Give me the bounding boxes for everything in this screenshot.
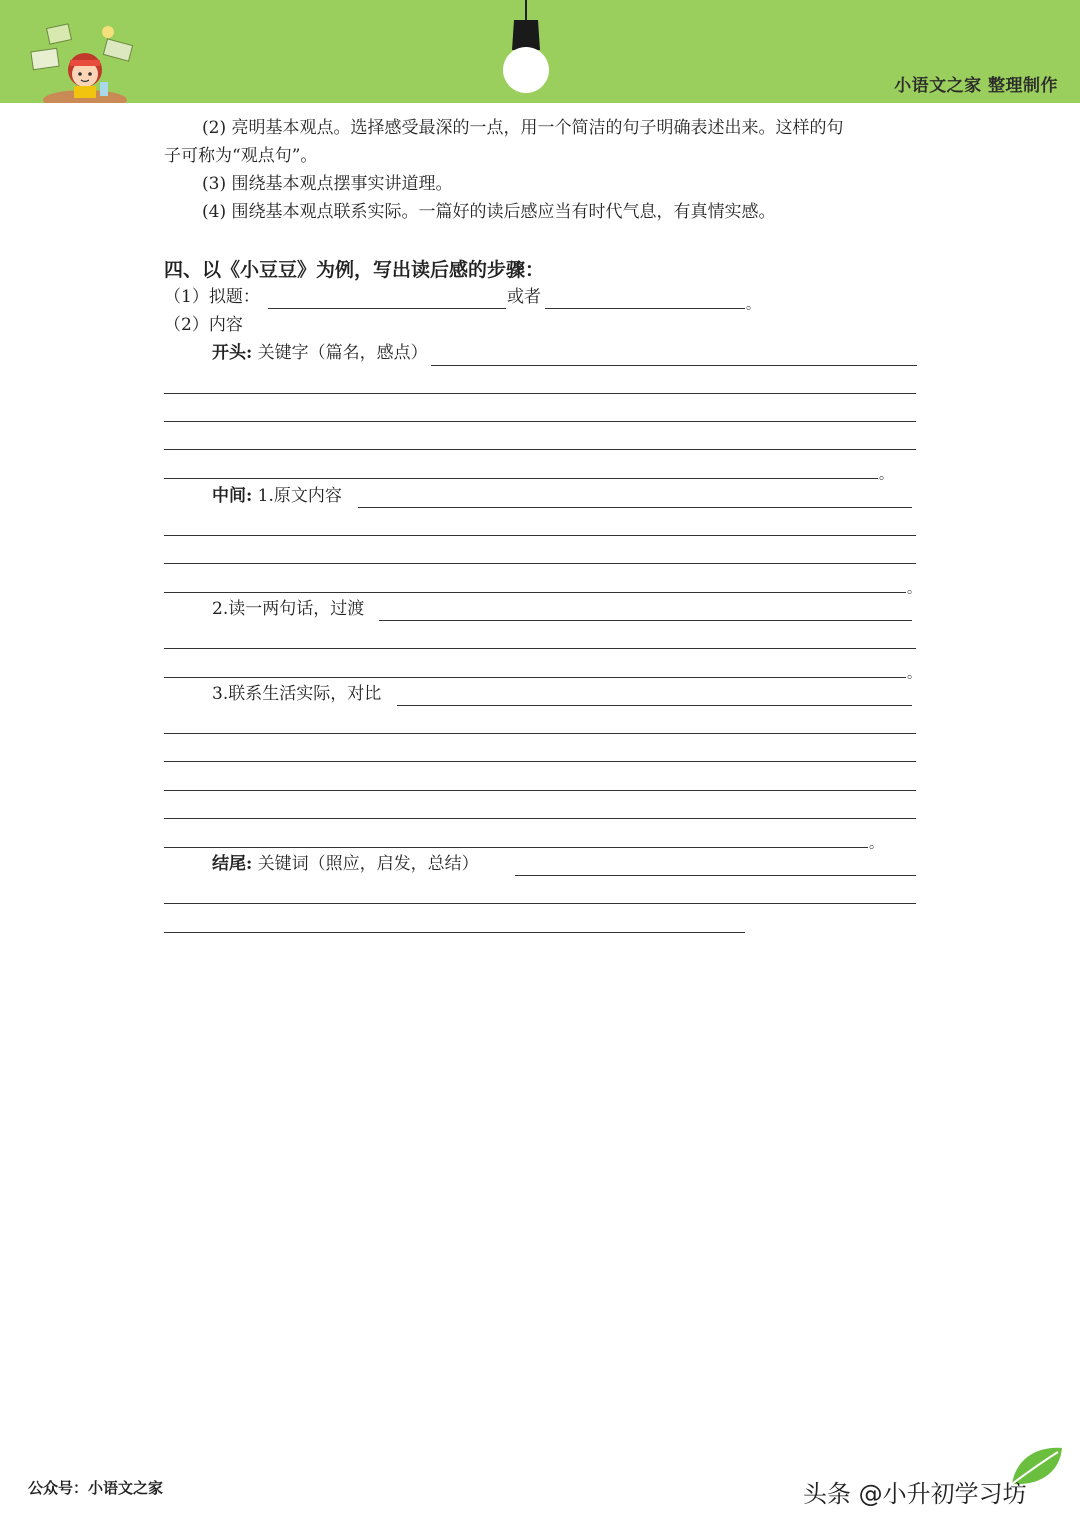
footer-watermark: 头条 @小升初学习坊 xyxy=(803,1480,1027,1508)
middle-period: 。 xyxy=(907,581,921,597)
opening-blank-line[interactable] xyxy=(431,365,917,366)
intro-item-2-line2: 子可称为“观点句”。 xyxy=(164,146,318,166)
light-bulb-icon xyxy=(496,0,556,98)
intro-item-2-line1: (2) 亮明基本观点。选择感受最深的一点，用一个简洁的句子明确表述出来。这样的句 xyxy=(202,118,844,138)
opening-label: 开头: xyxy=(212,343,253,363)
transition-blank-line[interactable] xyxy=(164,677,906,678)
opening-blank-line[interactable] xyxy=(164,478,878,479)
contrast-period: 。 xyxy=(869,836,883,852)
ending-blank-line[interactable] xyxy=(515,875,916,876)
intro-item-4: (4) 围绕基本观点联系实际。一篇好的读后感应当有时代气息，有真情实感。 xyxy=(202,202,776,222)
contrast-blank-line[interactable] xyxy=(397,705,912,706)
ending-blank-line[interactable] xyxy=(164,903,916,904)
middle-item-3: 3.联系生活实际，对比 xyxy=(212,684,382,704)
title-period: 。 xyxy=(746,297,760,313)
footer-wechat-account: 公众号：小语文之家 xyxy=(28,1479,164,1497)
girl-reading-illustration xyxy=(30,18,140,103)
ending-label: 结尾: xyxy=(212,854,253,874)
middle-item-2: 2.读一两句话，过渡 xyxy=(212,599,365,619)
header-brand-text: 小语文之家 整理制作 xyxy=(894,76,1058,96)
middle-text: 1.原文内容 xyxy=(252,486,342,506)
opening-blank-line[interactable] xyxy=(164,393,916,394)
page-header-banner xyxy=(0,0,1080,103)
title-or-text: 或者 xyxy=(507,287,541,307)
contrast-blank-line[interactable] xyxy=(164,790,916,791)
opening-period: 。 xyxy=(879,467,893,483)
opening-blank-line[interactable] xyxy=(164,449,916,450)
middle-label: 中间: xyxy=(212,486,253,506)
title-blank-2[interactable] xyxy=(545,308,745,309)
transition-period: 。 xyxy=(907,666,921,682)
content-label: （2）内容 xyxy=(164,315,243,335)
middle-blank-line[interactable] xyxy=(164,563,916,564)
section-heading: 四、以《小豆豆》为例，写出读后感的步骤： xyxy=(164,259,545,281)
transition-blank-line[interactable] xyxy=(379,620,912,621)
middle-blank-line[interactable] xyxy=(358,507,912,508)
ending-blank-line[interactable] xyxy=(164,932,745,933)
opening-blank-line[interactable] xyxy=(164,421,916,422)
title-blank-1[interactable] xyxy=(268,308,506,309)
contrast-blank-line[interactable] xyxy=(164,847,868,848)
contrast-blank-line[interactable] xyxy=(164,761,916,762)
middle-blank-line[interactable] xyxy=(164,535,916,536)
title-label: （1）拟题： xyxy=(164,287,260,307)
intro-item-3: (3) 围绕基本观点摆事实讲道理。 xyxy=(202,174,453,194)
ending-text: 关键词（照应，启发，总结） xyxy=(252,854,479,874)
contrast-blank-line[interactable] xyxy=(164,733,916,734)
opening-text: 关键字（篇名，感点） xyxy=(252,343,428,363)
contrast-blank-line[interactable] xyxy=(164,818,916,819)
middle-blank-line[interactable] xyxy=(164,592,906,593)
transition-blank-line[interactable] xyxy=(164,648,916,649)
